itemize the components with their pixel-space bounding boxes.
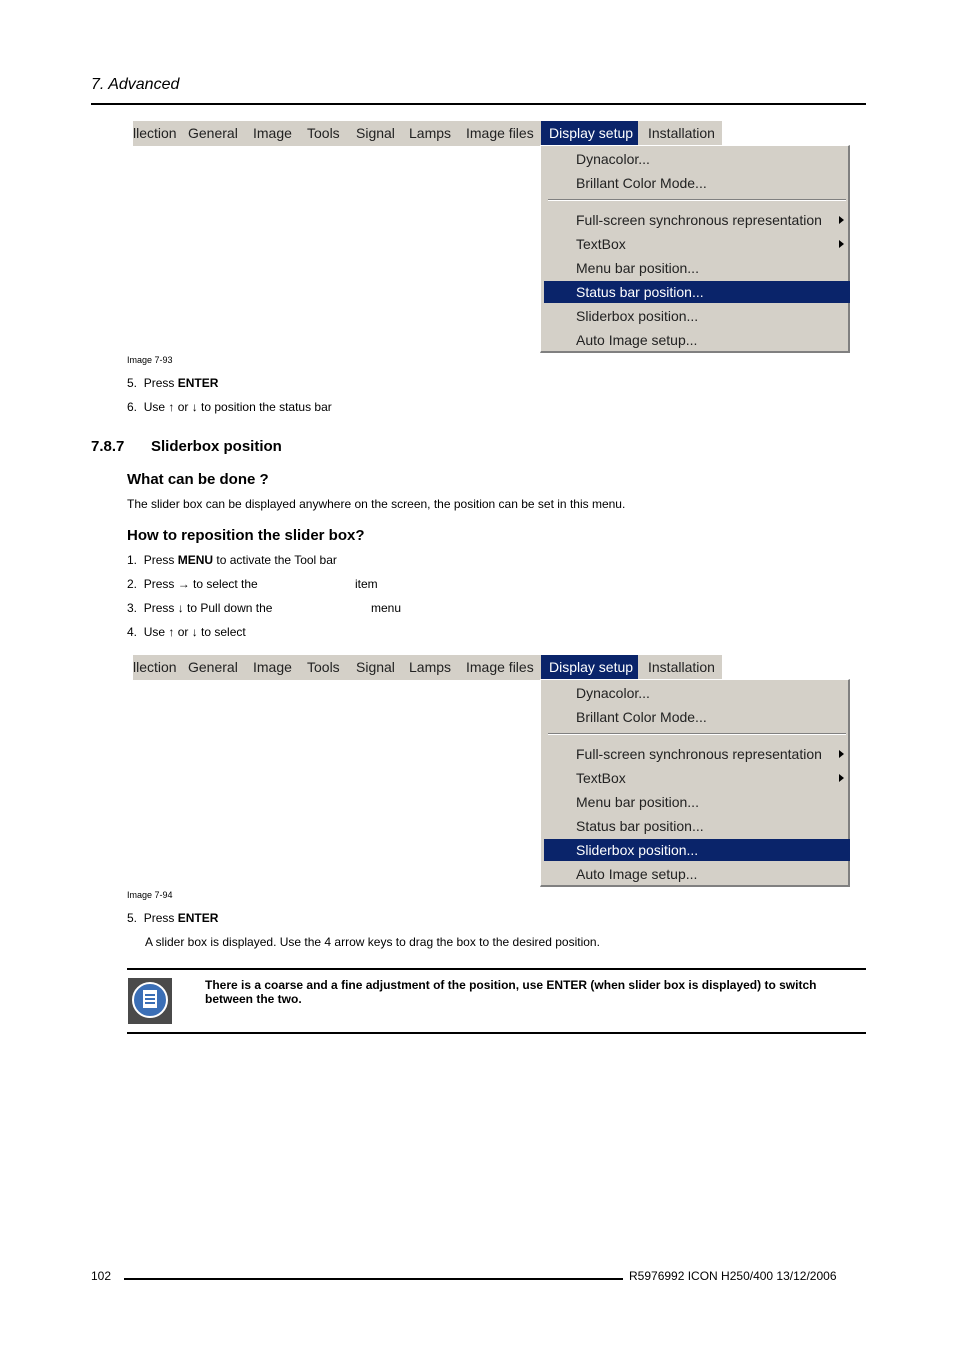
menu-item-image-files[interactable]: Image files xyxy=(466,659,534,675)
dropdown-item-brillant-color[interactable]: Brillant Color Mode... xyxy=(576,175,707,191)
menu-item-tools[interactable]: Tools xyxy=(307,659,340,675)
dropdown-item-full-screen[interactable]: Full-screen synchronous representation xyxy=(544,209,850,231)
submenu-arrow-icon xyxy=(839,750,844,758)
step-item: 1. Press MENU to activate the Tool bar xyxy=(127,553,337,567)
display-setup-dropdown xyxy=(540,679,850,887)
submenu-arrow-icon xyxy=(839,216,844,224)
menu-item-installation[interactable]: Installation xyxy=(648,125,715,141)
menu-item-image-files[interactable]: Image files xyxy=(466,125,534,141)
note-rule-bottom xyxy=(127,1032,866,1034)
figure-caption: Image 7-93 xyxy=(127,355,173,365)
step-item: 4. Use ↑ or ↓ to select xyxy=(127,625,246,639)
dropdown-item-sliderbox-position[interactable]: Sliderbox position... xyxy=(544,839,850,861)
dropdown-item-auto-image-setup[interactable]: Auto Image setup... xyxy=(576,866,698,882)
chapter-header: 7. Advanced xyxy=(91,76,180,93)
dropdown-item-textbox[interactable]: TextBox xyxy=(544,767,850,789)
dropdown-item-menu-bar-position[interactable]: Menu bar position... xyxy=(576,794,699,810)
section-heading: 7.8.7 Sliderbox position xyxy=(91,438,282,455)
step-item: 5. Press ENTER xyxy=(127,911,219,925)
submenu-arrow-icon xyxy=(839,240,844,248)
menu-item-general[interactable]: General xyxy=(188,125,238,141)
dropdown-item-textbox[interactable]: TextBox xyxy=(544,233,850,255)
note-text: There is a coarse and a fine adjustment of the position, use ENTER (when slider box is displayed) to switch between the two. xyxy=(205,978,817,1006)
dropdown-separator xyxy=(548,733,846,735)
menu-item-display-setup[interactable]: Display setup xyxy=(541,655,638,680)
page-number: 102 xyxy=(91,1269,112,1283)
header-rule xyxy=(91,103,866,105)
step-trailing: item xyxy=(355,577,378,591)
menu-bar xyxy=(133,655,722,680)
submenu-arrow-icon xyxy=(839,774,844,782)
step-trailing: menu xyxy=(371,601,402,615)
menu-item-general[interactable]: General xyxy=(188,659,238,675)
menu-screenshot-1 xyxy=(133,121,854,357)
dropdown-item-sliderbox-position[interactable]: Sliderbox position... xyxy=(576,308,699,324)
dropdown-item-full-screen[interactable]: Full-screen synchronous representation xyxy=(544,743,850,765)
dropdown-item-status-bar-position[interactable]: Status bar position... xyxy=(576,818,704,834)
dropdown-item-dynacolor[interactable]: Dynacolor... xyxy=(576,685,650,701)
note-rule-top xyxy=(127,968,866,970)
step-item: 6. Use ↑ or ↓ to position the status bar xyxy=(127,400,332,414)
menu-bar xyxy=(133,121,722,146)
dropdown-item-menu-bar-position[interactable]: Menu bar position... xyxy=(576,260,699,276)
menu-item-signal[interactable]: Signal xyxy=(356,659,395,675)
step-item: 5. Press ENTER xyxy=(127,376,219,390)
dropdown-item-dynacolor[interactable]: Dynacolor... xyxy=(576,151,650,167)
menu-item-installation[interactable]: Installation xyxy=(648,659,715,675)
menu-screenshot-2 xyxy=(133,655,854,891)
dropdown-separator xyxy=(548,199,846,201)
note-icon xyxy=(128,978,172,1024)
menu-item-tools[interactable]: Tools xyxy=(307,125,340,141)
menu-item-selection[interactable]: llection xyxy=(133,125,177,141)
footer-rule xyxy=(124,1278,623,1280)
menu-item-image[interactable]: Image xyxy=(253,659,292,675)
menu-item-lamps[interactable]: Lamps xyxy=(409,125,452,141)
dropdown-item-auto-image-setup[interactable]: Auto Image setup... xyxy=(576,332,698,348)
figure-caption: Image 7-94 xyxy=(127,890,173,900)
menu-item-signal[interactable]: Signal xyxy=(356,125,395,141)
subheading-what: What can be done ? xyxy=(127,471,269,488)
step-item: 3. Press ↓ to Pull down the xyxy=(127,601,273,615)
menu-item-lamps[interactable]: Lamps xyxy=(409,659,452,675)
subheading-how: How to reposition the slider box? xyxy=(127,527,365,544)
what-text: The slider box can be displayed anywhere on the screen, the position can be set in this menu. xyxy=(127,497,626,511)
menu-item-image[interactable]: Image xyxy=(253,125,292,141)
step-item: 2. Press → to select the xyxy=(127,577,258,591)
document-id: R5976992 ICON H250/400 13/12/2006 xyxy=(629,1269,837,1283)
dropdown-item-brillant-color[interactable]: Brillant Color Mode... xyxy=(576,709,707,725)
dropdown-item-status-bar-position[interactable]: Status bar position... xyxy=(544,281,850,303)
menu-item-selection[interactable]: llection xyxy=(133,659,177,675)
menu-item-display-setup[interactable]: Display setup xyxy=(541,121,638,146)
result-text: A slider box is displayed. Use the 4 arrow keys to drag the box to the desired position. xyxy=(145,935,600,949)
display-setup-dropdown xyxy=(540,145,850,353)
